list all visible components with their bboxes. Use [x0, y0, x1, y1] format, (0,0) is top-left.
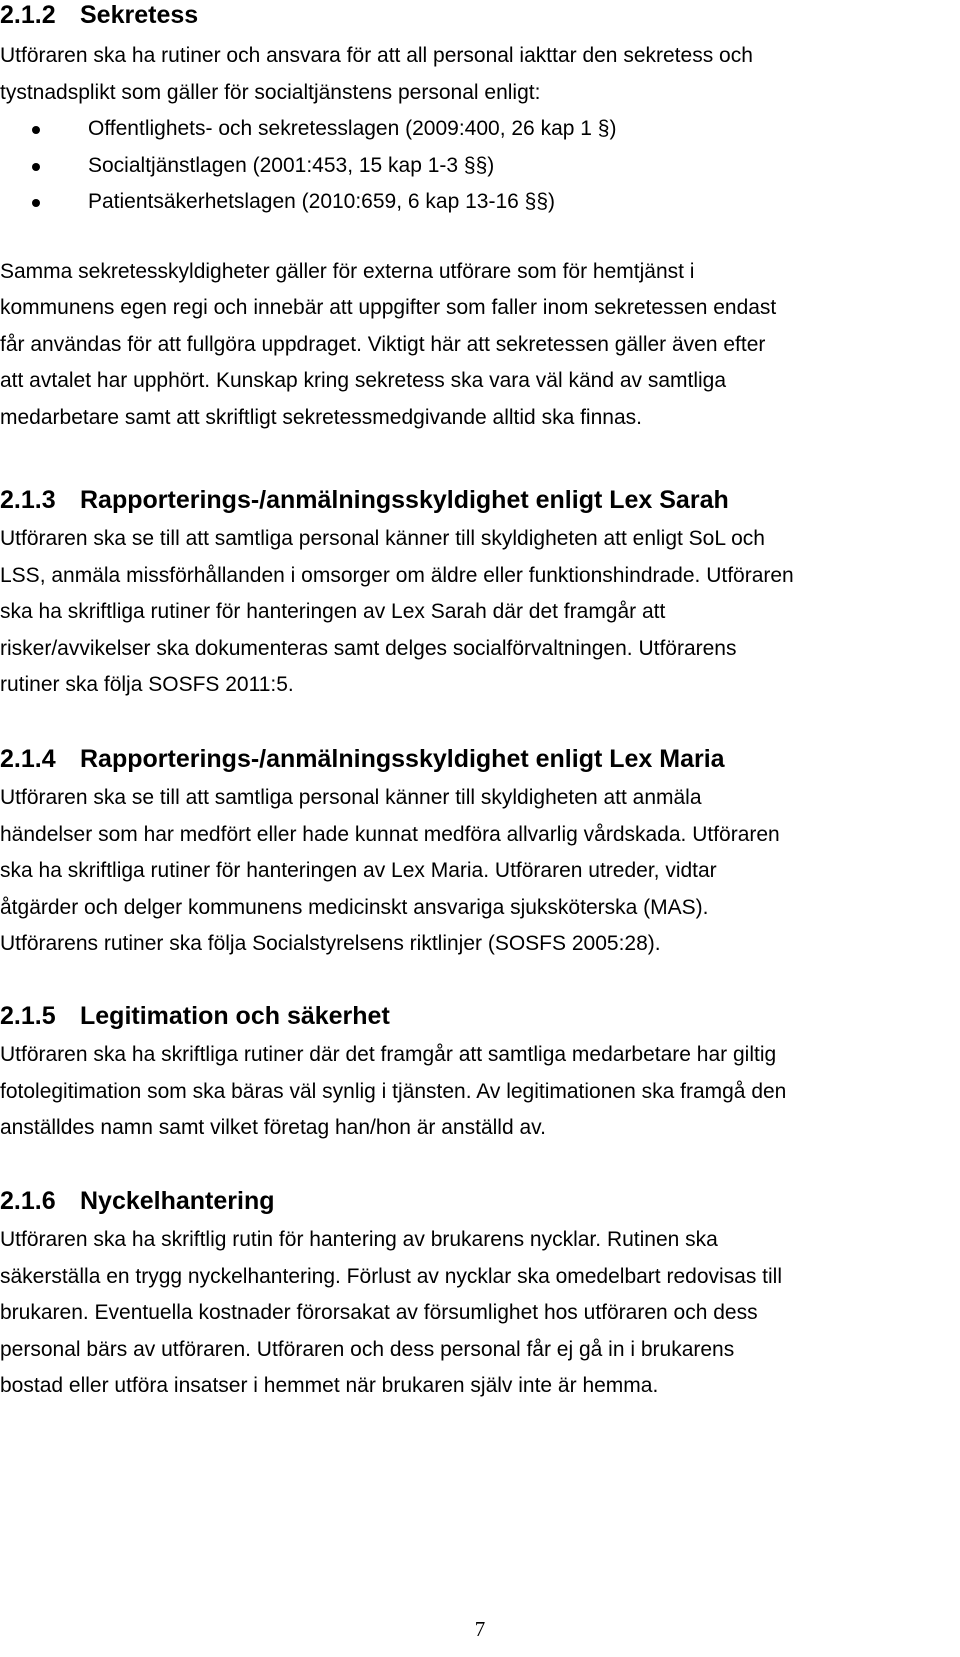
text-line: tystnadsplikt som gäller för socialtjänstens personal enligt: — [0, 80, 541, 104]
section-body — [0, 1222, 935, 1405]
bullet-icon — [32, 126, 40, 134]
section-heading — [0, 485, 935, 515]
page-number: 7 — [474, 1617, 486, 1641]
section-number: 2.1.2 — [0, 1, 56, 29]
bullet-icon — [32, 199, 40, 207]
text-line: medarbetare samt att skriftligt sekretessmedgivande alltid ska finnas. — [0, 405, 642, 429]
section-intro — [0, 38, 935, 111]
section-number: 2.1.4 — [0, 745, 56, 773]
text-line: Utföraren ska ha skriftlig rutin för hantering av brukarens nycklar. Rutinen ska — [0, 1228, 718, 1251]
text-line: risker/avvikelser ska dokumenteras samt delges socialförvaltningen. Utförarens — [0, 636, 737, 660]
section-heading — [0, 744, 935, 774]
text-line: Utföraren ska se till att samtliga personal känner till skyldigheten att enligt SoL och — [0, 527, 765, 550]
bullet-icon — [32, 163, 40, 171]
text-line: säkerställa en trygg nyckelhantering. Förlust av nycklar ska omedelbart redovisas till — [0, 1264, 783, 1288]
text-line: fotolegitimation som ska bäras väl synlig i tjänsten. Av legitimationen ska framgå den — [0, 1079, 787, 1103]
text-line: LSS, anmäla missförhållanden i omsorger om äldre eller funktionshindrade. Utföraren — [0, 563, 794, 587]
text-line: rutiner ska följa SOSFS 2011:5. — [0, 673, 294, 696]
section-body — [0, 521, 935, 704]
section-title: Legitimation och säkerhet — [80, 1002, 390, 1030]
section-heading — [0, 1001, 935, 1031]
section-number: 2.1.5 — [0, 1002, 56, 1030]
section-body — [0, 254, 935, 437]
section-lex-maria — [0, 744, 935, 963]
section-sekretess — [0, 0, 935, 436]
text-line: Utföraren ska ha skriftliga rutiner där det framgår att samtliga medarbetare har giltig — [0, 1043, 777, 1066]
section-number: 2.1.3 — [0, 486, 56, 514]
section-heading — [0, 1186, 935, 1216]
text-line: åtgärder och delger kommunens medicinskt ansvariga sjuksköterska (MAS). — [0, 895, 709, 919]
section-title: Rapporterings-/anmälningsskyldighet enligt Lex Maria — [80, 745, 725, 773]
section-nyckelhantering — [0, 1186, 935, 1405]
section-heading — [0, 0, 935, 30]
section-body — [0, 1037, 935, 1147]
text-line: ska ha skriftliga rutiner för hanteringen av Lex Sarah där det framgår att — [0, 600, 666, 623]
text-line: får användas för att fullgöra uppdraget. Viktigt här att sekretessen gäller även efter — [0, 332, 766, 356]
text-line: kommunens egen regi och innebär att uppgifter som faller inom sekretessen endast — [0, 296, 777, 319]
text-line: anställdes namn samt vilket företag han/hon är anställd av. — [0, 1116, 546, 1139]
text-line: Samma sekretesskyldigheter gäller för externa utförare som för hemtjänst i — [0, 259, 695, 283]
list-item — [0, 148, 935, 185]
section-number: 2.1.6 — [0, 1187, 56, 1215]
section-body — [0, 780, 935, 963]
text-line: ska ha skriftliga rutiner för hanteringen av Lex Maria. Utföraren utreder, vidtar — [0, 859, 717, 882]
list-item — [0, 111, 935, 148]
text-line: personal bärs av utföraren. Utföraren och dess personal får ej gå in i brukarens — [0, 1337, 735, 1361]
legal-reference-list — [0, 111, 935, 221]
text-line: Utföraren ska se till att samtliga personal känner till skyldigheten att anmäla — [0, 786, 702, 809]
text-line: Utförarens rutiner ska följa Socialstyrelsens riktlinjer (SOSFS 2005:28). — [0, 932, 661, 955]
section-title: Rapporterings-/anmälningsskyldighet enligt Lex Sarah — [80, 486, 729, 514]
list-item-text: Socialtjänstlagen (2001:453, 15 kap 1-3 §§) — [88, 153, 495, 177]
list-item-text: Patientsäkerhetslagen (2010:659, 6 kap 13-16 §§) — [88, 190, 555, 213]
text-line: bostad eller utföra insatser i hemmet när brukaren själv inte är hemma. — [0, 1374, 659, 1397]
list-item — [0, 184, 935, 221]
text-line: att avtalet har upphört. Kunskap kring sekretess ska vara väl känd av samtliga — [0, 369, 727, 392]
section-title: Sekretess — [80, 1, 199, 29]
section-lex-sarah — [0, 485, 935, 704]
list-item-text: Offentlighets- och sekretesslagen (2009:400, 26 kap 1 §) — [88, 117, 617, 140]
text-line: Utföraren ska ha rutiner och ansvara för att all personal iakttar den sekretess och — [0, 44, 753, 67]
section-title: Nyckelhantering — [80, 1187, 275, 1215]
text-line: brukaren. Eventuella kostnader förorsakat av försumlighet hos utföraren och dess — [0, 1301, 758, 1324]
text-line: händelser som har medfört eller hade kunnat medföra allvarlig vårdskada. Utföraren — [0, 822, 780, 846]
section-legitimation — [0, 1001, 935, 1147]
